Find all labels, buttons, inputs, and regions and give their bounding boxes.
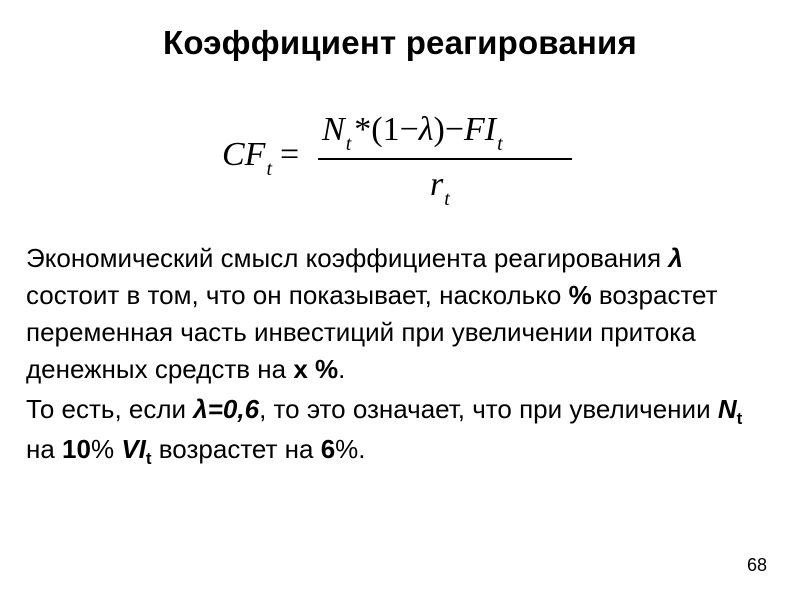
formula [0,0,800,230]
vi-symbol: VI [121,434,146,464]
lambda-symbol: λ [668,243,683,273]
paragraph-example-text-6: %. [335,434,366,464]
value-six: 6 [320,434,336,464]
fraction-bar [318,158,572,160]
paragraph-meaning-text-1: Экономический смысл коэффициента реагирования [26,243,669,273]
percent-symbol: % [568,280,592,310]
formula-numerator [322,111,503,155]
paragraph-example-text-1: То есть, если [26,394,194,424]
formula-cf-subscript: t [266,158,273,180]
formula-lhs [222,136,300,180]
paragraph-meaning-text-4: . [338,354,346,384]
paragraph-meaning [26,240,776,388]
formula-lambda: λ [418,111,434,148]
formula-equals: = [280,136,300,173]
formula-n: N [322,111,345,148]
formula-times: * [354,111,372,148]
formula-open: (1 [371,111,400,148]
formula-n-subscript: t [345,133,352,155]
page-number: 68 [746,555,767,575]
value-ten: 10 [62,434,91,464]
paragraph-example-text-3: на [26,434,63,464]
formula-close: ) [433,111,445,148]
body-text [26,240,776,474]
paragraph-example-text-2: , то это означает, что при увеличении [259,394,718,424]
formula-fi-subscript: t [497,133,503,155]
paragraph-example-text-4: % [90,434,122,464]
x-percent: x % [293,354,339,384]
formula-fi: FI [464,111,497,148]
vi-subscript: t [145,449,152,468]
paragraph-example-text-5: возрастет на [151,434,321,464]
paragraph-example [26,391,776,471]
formula-cf: CF [222,136,266,173]
formula-r: r [430,166,444,203]
n-symbol: N [717,394,737,424]
formula-denominator [430,166,450,210]
formula-minus-1: − [399,111,419,148]
n-subscript: t [736,409,743,428]
lambda-value: λ=0,6 [193,394,260,424]
formula-minus-2: − [444,111,465,148]
formula-r-subscript: t [444,188,450,210]
paragraph-meaning-text-2: состоит в том, что он показывает, насколько [26,280,569,310]
slide-title: Коэффициент реагирования [162,24,637,61]
paragraph-meaning-text-3: возрастет переменная часть инвестиций при увеличении притока денежных средств на [26,280,718,384]
